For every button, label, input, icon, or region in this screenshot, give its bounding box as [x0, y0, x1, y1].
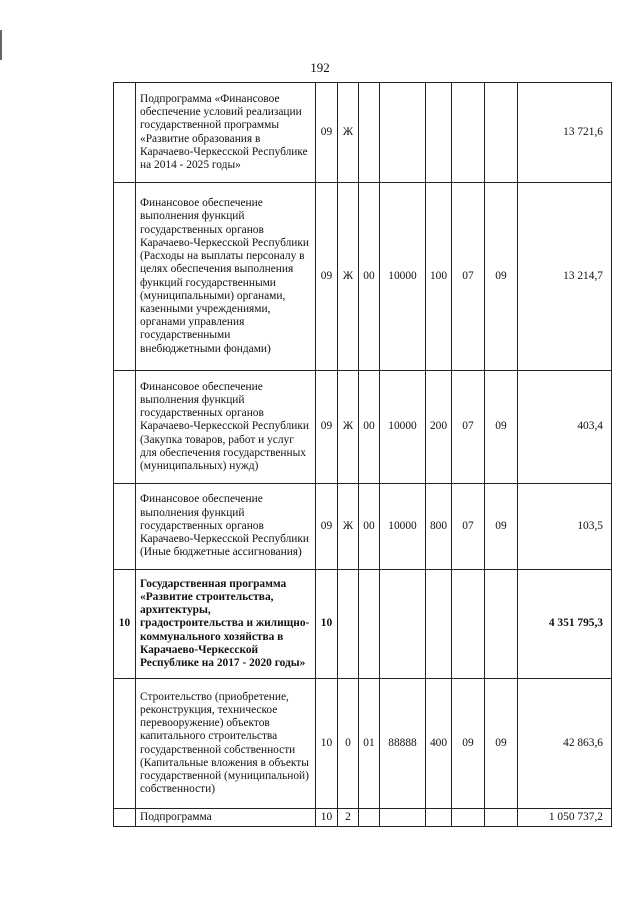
budget-table [113, 82, 612, 827]
direction-code-cell: 88888 [380, 679, 426, 809]
expense-type-cell [426, 83, 452, 183]
expense-name-cell: Подпрограмма [136, 809, 316, 827]
event-code-cell: 01 [359, 679, 380, 809]
amount-cell: 13 214,7 [518, 183, 612, 371]
section-cell [452, 809, 485, 827]
event-code-cell [359, 83, 380, 183]
subprogram-code-cell: 0 [338, 679, 359, 809]
expense-name-cell: Подпрограмма «Финансовое обеспечение условий реализации государственной программы «Развитие образования в Карачаево-Черкесской Республике на 2014 - 2025 годы» [136, 83, 316, 183]
subprogram-code-cell: Ж [338, 183, 359, 371]
expense-type-cell: 100 [426, 183, 452, 371]
program-code-cell: 10 [316, 679, 338, 809]
subsection-cell: 09 [485, 484, 518, 570]
subsection-cell: 09 [485, 679, 518, 809]
subprogram-code-cell: Ж [338, 484, 359, 570]
subprogram-code-cell [338, 570, 359, 679]
section-cell: 07 [452, 484, 485, 570]
program-code-cell: 09 [316, 183, 338, 371]
row-number-cell [114, 371, 136, 484]
subsection-cell [485, 83, 518, 183]
amount-cell: 4 351 795,3 [518, 570, 612, 679]
direction-code-cell [380, 809, 426, 827]
section-cell [452, 570, 485, 679]
amount-cell: 103,5 [518, 484, 612, 570]
subsection-cell: 09 [485, 183, 518, 371]
row-number-cell [114, 809, 136, 827]
scan-edge-mark [0, 30, 2, 60]
section-cell: 07 [452, 371, 485, 484]
program-code-cell: 10 [316, 570, 338, 679]
event-code-cell: 00 [359, 371, 380, 484]
section-cell [452, 83, 485, 183]
amount-cell: 42 863,6 [518, 679, 612, 809]
direction-code-cell: 10000 [380, 371, 426, 484]
direction-code-cell [380, 570, 426, 679]
subsection-cell [485, 809, 518, 827]
expense-name-cell: Финансовое обеспечение выполнения функций государственных органов Карачаево-Черкесской Республики (Расходы на выплаты персоналу в целях обеспечения выполнения функций государственными (муниципальными) органами, казенными учреждениями, органами управления государственными внебюджетными фондами) [136, 183, 316, 371]
row-number-cell [114, 183, 136, 371]
expense-type-cell [426, 809, 452, 827]
subsection-cell [485, 570, 518, 679]
event-code-cell: 00 [359, 183, 380, 371]
row-number-cell [114, 83, 136, 183]
event-code-cell: 00 [359, 484, 380, 570]
table-row [114, 679, 612, 809]
subprogram-code-cell: Ж [338, 83, 359, 183]
expense-name-cell: Строительство (приобретение, реконструкция, техническое перевооружение) объектов капитального строительства государственной собственности (Капитальные вложения в объекты государственной (муниципальной) собственности) [136, 679, 316, 809]
event-code-cell [359, 809, 380, 827]
row-number-cell [114, 484, 136, 570]
table-row [114, 183, 612, 371]
expense-type-cell [426, 570, 452, 679]
program-row [114, 570, 612, 679]
program-code-cell: 10 [316, 809, 338, 827]
direction-code-cell [380, 83, 426, 183]
table-row [114, 484, 612, 570]
table-row [114, 83, 612, 183]
budget-table-body [114, 83, 612, 827]
section-cell: 07 [452, 183, 485, 371]
event-code-cell [359, 570, 380, 679]
expense-type-cell: 800 [426, 484, 452, 570]
subsection-cell: 09 [485, 371, 518, 484]
expense-type-cell: 200 [426, 371, 452, 484]
table-row [114, 371, 612, 484]
row-number-cell: 10 [114, 570, 136, 679]
program-code-cell: 09 [316, 371, 338, 484]
page-number: 192 [310, 60, 330, 75]
subprogram-code-cell: Ж [338, 371, 359, 484]
row-number-cell [114, 679, 136, 809]
expense-name-cell: Государственная программа «Развитие строительства, архитектуры, градостроительства и жилищно-коммунального хозяйства в Карачаево-Черкесской Республике на 2017 - 2020 годы» [136, 570, 316, 679]
expense-name-cell: Финансовое обеспечение выполнения функций государственных органов Карачаево-Черкесской Республики (Закупка товаров, работ и услуг для обеспечения государственных (муниципальных) нужд) [136, 371, 316, 484]
program-code-cell: 09 [316, 484, 338, 570]
amount-cell: 1 050 737,2 [518, 809, 612, 827]
subprogram-code-cell: 2 [338, 809, 359, 827]
expense-name-cell: Финансовое обеспечение выполнения функций государственных органов Карачаево-Черкесской Республики (Иные бюджетные ассигнования) [136, 484, 316, 570]
direction-code-cell: 10000 [380, 183, 426, 371]
expense-type-cell: 400 [426, 679, 452, 809]
amount-cell: 13 721,6 [518, 83, 612, 183]
table-row [114, 809, 612, 827]
direction-code-cell: 10000 [380, 484, 426, 570]
section-cell: 09 [452, 679, 485, 809]
amount-cell: 403,4 [518, 371, 612, 484]
program-code-cell: 09 [316, 83, 338, 183]
